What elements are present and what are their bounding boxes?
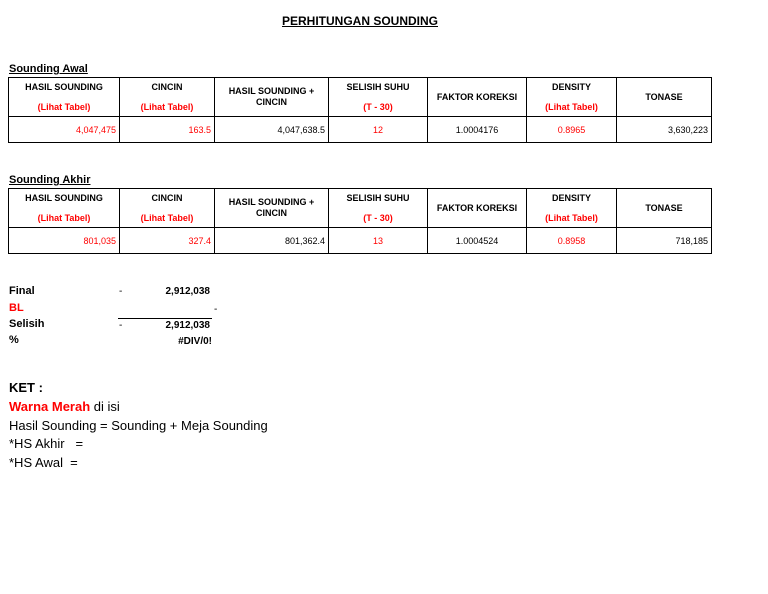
header-density: DENSITY (Lihat Tabel) bbox=[527, 189, 617, 228]
final-value[interactable]: 2,912,038 bbox=[165, 286, 210, 297]
selisih-dash: - bbox=[119, 320, 123, 331]
warna-merah-text: Warna Merah bbox=[9, 399, 91, 414]
selisih-label: Selisih bbox=[9, 318, 45, 330]
di-isi-text: di isi bbox=[90, 399, 120, 414]
table-header-row bbox=[9, 78, 712, 117]
header-cincin: CINCIN (Lihat Tabel) bbox=[120, 189, 215, 228]
table-row bbox=[9, 228, 712, 254]
cell-hasil-sounding[interactable]: 4,047,475 bbox=[9, 117, 120, 143]
sounding-awal-table bbox=[8, 77, 712, 143]
cell-hasil-sounding[interactable]: 801,035 bbox=[9, 228, 120, 254]
sounding-akhir-table bbox=[8, 188, 712, 254]
header-tonase: TONASE bbox=[617, 78, 712, 117]
page-title: PERHITUNGAN SOUNDING bbox=[281, 14, 438, 28]
ket-line-1: Hasil Sounding = Sounding + Meja Sounding bbox=[9, 418, 268, 433]
header-hasil-sounding: HASIL SOUNDING (Lihat Tabel) bbox=[9, 189, 120, 228]
header-hasil-plus-cincin: HASIL SOUNDING + CINCIN bbox=[215, 78, 329, 117]
ket-line-3: *HS Awal = bbox=[9, 455, 78, 470]
ket-title: KET : bbox=[9, 380, 43, 395]
cell-selisih-suhu[interactable]: 13 bbox=[329, 228, 428, 254]
cell-cincin[interactable]: 163.5 bbox=[120, 117, 215, 143]
ket-line-2: *HS Akhir = bbox=[9, 436, 84, 451]
cell-hasil-plus-cincin[interactable]: 4,047,638.5 bbox=[215, 117, 329, 143]
section-label-sounding-akhir: Sounding Akhir bbox=[9, 174, 91, 186]
selisih-value[interactable]: 2,912,038 bbox=[165, 320, 210, 331]
header-hasil-sounding: HASIL SOUNDING (Lihat Tabel) bbox=[9, 78, 120, 117]
table-header-row bbox=[9, 189, 712, 228]
cell-tonase[interactable]: 718,185 bbox=[617, 228, 712, 254]
cell-density[interactable]: 0.8958 bbox=[527, 228, 617, 254]
percent-label: % bbox=[9, 334, 19, 346]
bl-dash: - bbox=[214, 304, 218, 315]
cell-cincin[interactable]: 327.4 bbox=[120, 228, 215, 254]
percent-value[interactable]: #DIV/0! bbox=[178, 336, 212, 347]
final-label: Final bbox=[9, 285, 35, 297]
section-label-sounding-awal: Sounding Awal bbox=[9, 63, 88, 75]
cell-faktor-koreksi[interactable]: 1.0004524 bbox=[428, 228, 527, 254]
header-selisih-suhu: SELISIH SUHU (T - 30) bbox=[329, 78, 428, 117]
header-density: DENSITY (Lihat Tabel) bbox=[527, 78, 617, 117]
header-faktor-koreksi: FAKTOR KOREKSI bbox=[428, 78, 527, 117]
table-row bbox=[9, 117, 712, 143]
cell-selisih-suhu[interactable]: 12 bbox=[329, 117, 428, 143]
header-hasil-plus-cincin: HASIL SOUNDING + CINCIN bbox=[215, 189, 329, 228]
header-tonase: TONASE bbox=[617, 189, 712, 228]
cell-density[interactable]: 0.8965 bbox=[527, 117, 617, 143]
cell-tonase[interactable]: 3,630,223 bbox=[617, 117, 712, 143]
bl-label: BL bbox=[9, 302, 24, 314]
header-faktor-koreksi: FAKTOR KOREKSI bbox=[428, 189, 527, 228]
final-dash: - bbox=[119, 286, 123, 297]
header-cincin: CINCIN (Lihat Tabel) bbox=[120, 78, 215, 117]
cell-faktor-koreksi[interactable]: 1.0004176 bbox=[428, 117, 527, 143]
header-selisih-suhu: SELISIH SUHU (T - 30) bbox=[329, 189, 428, 228]
ket-warna-merah-line bbox=[9, 399, 120, 414]
sum-underline bbox=[118, 318, 212, 319]
cell-hasil-plus-cincin[interactable]: 801,362.4 bbox=[215, 228, 329, 254]
